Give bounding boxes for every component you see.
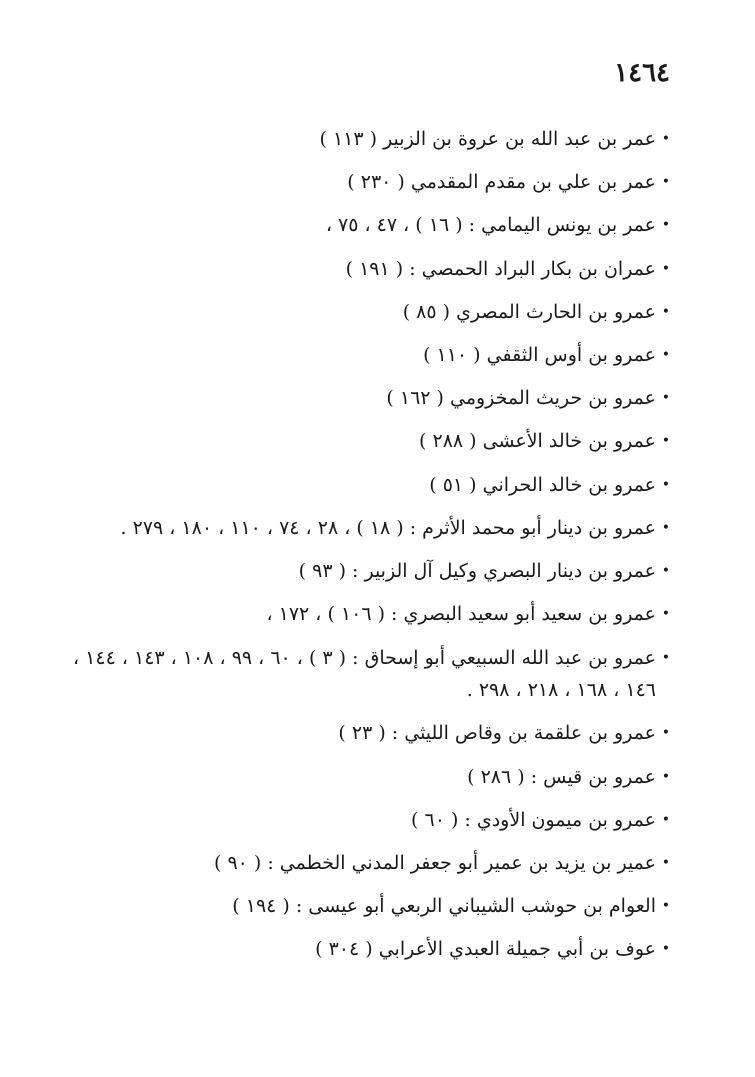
list-item bbox=[70, 636, 670, 712]
bullet-icon: • bbox=[661, 811, 670, 828]
entry-text: عمرو بن حريث المخزومي ( ١٦٢ ) bbox=[386, 387, 656, 410]
entry-text: عمر بن علي بن مقدم المقدمي ( ٢٣٠ ) bbox=[347, 171, 656, 194]
bullet-icon: • bbox=[661, 174, 670, 191]
list-item bbox=[70, 420, 670, 463]
list-item bbox=[70, 464, 670, 507]
list-item bbox=[70, 842, 670, 885]
bullet-icon: • bbox=[661, 347, 670, 364]
entry-text: عمرو بن دينار أبو محمد الأثرم : ( ١٨ ) ، ٢٨ ، ٧٤ ، ١١٠ ، ١٨٠ ، ٢٧٩ . bbox=[120, 516, 656, 539]
list-item bbox=[70, 593, 670, 636]
index-list bbox=[70, 118, 670, 972]
bullet-icon: • bbox=[661, 476, 670, 493]
list-item bbox=[70, 928, 670, 971]
entry-text: عمرو بن علقمة بن وقاص الليثي : ( ٢٣ ) bbox=[338, 722, 656, 745]
bullet-icon: • bbox=[661, 768, 670, 785]
list-item bbox=[70, 507, 670, 550]
entry-text: عمر بن عبد الله بن عروة بن الزبير ( ١١٣ ) bbox=[319, 128, 656, 150]
list-item bbox=[70, 550, 670, 593]
list-item bbox=[70, 334, 670, 377]
entry-text: عمرو بن خالد الأعشى ( ٢٨٨ ) bbox=[419, 430, 656, 453]
page-number: ١٤٦٤ bbox=[614, 58, 670, 88]
bullet-icon: • bbox=[661, 563, 670, 580]
entry-text: عمرو بن خالد الحراني ( ٥١ ) bbox=[429, 473, 656, 496]
list-item bbox=[70, 161, 670, 204]
entry-text: عمرو بن عبد الله السبيعي أبو إسحاق : ( ٣ ) ، ٦٠ ، ٩٩ ، ١٠٨ ، ١٤٣ ، ١٤٤ ، ١٤٦ ، ١٦٨ ، ٢١٨ ، ٢٩٨ . bbox=[72, 647, 656, 702]
bullet-icon: • bbox=[661, 650, 670, 667]
list-item bbox=[70, 291, 670, 334]
entry-text: عمرو بن قيس : ( ٢٨٦ ) bbox=[467, 765, 656, 788]
bullet-icon: • bbox=[661, 606, 670, 623]
bullet-icon: • bbox=[661, 725, 670, 742]
list-item bbox=[70, 204, 670, 247]
entry-text: عمرو بن أوس الثقفي ( ١١٠ ) bbox=[423, 344, 656, 367]
entry-text: عمر بن يونس اليمامي : ( ١٦ ) ، ٤٧ ، ٧٥ ، bbox=[325, 214, 656, 237]
entry-text: عمرو بن دينار البصري وكيل آل الزبير : ( ٩٣ ) bbox=[298, 560, 656, 583]
list-item bbox=[70, 118, 670, 161]
entry-text: عوف بن أبي جميلة العبدي الأعرابي ( ٣٠٤ ) bbox=[315, 938, 656, 961]
bullet-icon: • bbox=[661, 260, 670, 277]
entry-text: عمران بن بكار البراد الحمصي : ( ١٩١ ) bbox=[345, 257, 656, 280]
bullet-icon: • bbox=[661, 855, 670, 872]
bullet-icon: • bbox=[661, 303, 670, 320]
list-item bbox=[70, 248, 670, 291]
entry-text: عمرو بن الحارث المصري ( ٨٥ ) bbox=[402, 300, 656, 323]
list-item bbox=[70, 712, 670, 755]
bullet-icon: • bbox=[661, 217, 670, 234]
entry-text: عمرو بن ميمون الأودي : ( ٦٠ ) bbox=[411, 808, 656, 831]
entry-text: عمير بن يزيد بن عمير أبو جعفر المدني الخطمي : ( ٩٠ ) bbox=[213, 852, 656, 875]
bullet-icon: • bbox=[661, 519, 670, 536]
list-item bbox=[70, 756, 670, 799]
entry-text: العوام بن حوشب الشيباني الربعي أبو عيسى : ( ١٩٤ ) bbox=[232, 895, 656, 918]
list-item bbox=[70, 885, 670, 928]
entry-text: عمرو بن سعيد أبو سعيد البصري : ( ١٠٦ ) ، ١٧٢ ، bbox=[266, 603, 656, 626]
bullet-icon: • bbox=[661, 941, 670, 958]
bullet-icon: • bbox=[661, 390, 670, 407]
list-item bbox=[70, 377, 670, 420]
bullet-icon: • bbox=[661, 898, 670, 915]
bullet-icon: • bbox=[661, 433, 670, 450]
bullet-icon: • bbox=[661, 131, 670, 147]
list-item bbox=[70, 799, 670, 842]
